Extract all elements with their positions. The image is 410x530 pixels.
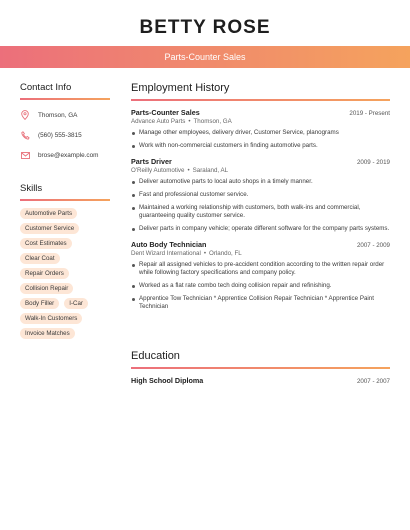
location-pin-icon (20, 110, 30, 120)
education-dates: 2007 - 2007 (356, 378, 390, 385)
job-company: O'Reilly Automotive (131, 167, 185, 174)
skill-chip: I-Car (64, 298, 88, 309)
candidate-name: BETTY ROSE (139, 17, 271, 38)
job-bullet: Work with non-commercial customers in finding automotive parts. (139, 142, 390, 150)
job-entry (131, 157, 390, 233)
job-bullet: Manage other employees, delivery driver, Customer Service, planograms (139, 129, 390, 137)
sidebar (20, 82, 110, 343)
job-company: Dent Wizard International (131, 250, 201, 257)
skill-chip: Cost Estimates (20, 238, 72, 249)
separator-dot: • (203, 250, 206, 257)
skill-chip: Walk-In Customers (20, 313, 82, 324)
job-bullet: Worked as a flat rate combo tech doing collision repair and refinishing. (139, 282, 390, 290)
skills-list (20, 208, 110, 343)
job-bullet: Deliver parts in company vehicle; operate different software for the company parts systems. (139, 225, 390, 232)
contact-list (20, 105, 110, 165)
job-dates: 2007 - 2009 (356, 242, 390, 249)
job-location: Thomson, GA (193, 118, 232, 125)
contact-email (20, 145, 110, 165)
job-bullet: Deliver automotive parts to local auto shops in a timely manner. (139, 178, 390, 186)
job-bullets (131, 129, 390, 150)
employment-divider (131, 99, 390, 101)
skill-chip: Repair Orders (20, 268, 69, 279)
job-bullet: Maintained a working relationship with customers, both walk-ins and commercial, guaranteeing quality customer service. (139, 204, 390, 220)
job-company: Advance Auto Parts (131, 118, 186, 125)
job-dates: 2009 - 2019 (356, 159, 390, 166)
separator-dot: • (187, 167, 190, 174)
job-location: Saraland, AL (192, 167, 229, 174)
job-entry (131, 108, 390, 150)
job-bullets (131, 261, 390, 311)
skill-chip: Invoice Matches (20, 328, 75, 339)
skill-chip: Customer Service (20, 223, 79, 234)
job-entry (131, 240, 390, 311)
job-employer (131, 167, 390, 174)
skills-heading: Skills (20, 183, 43, 194)
job-bullet: Apprentice Tow Technician * Apprentice Collision Repair Technician * Apprentice Paint Technician (139, 295, 390, 311)
contact-location-text: Thomson, GA (38, 111, 78, 119)
title-banner (0, 46, 410, 68)
contact-divider (20, 98, 110, 100)
skill-chip: Clear Coat (20, 253, 60, 264)
contact-email-text: brose@example.com (38, 151, 99, 159)
job-title: Parts Driver (131, 157, 172, 166)
job-title: Parts-Counter Sales (131, 108, 200, 117)
contact-heading: Contact Info (20, 82, 72, 93)
education-entry (131, 376, 390, 385)
education-degree: High School Diploma (131, 376, 204, 385)
contact-phone (20, 125, 110, 145)
job-location: Orlando, FL (209, 250, 242, 257)
envelope-icon (20, 150, 30, 160)
job-employer (131, 250, 390, 257)
phone-icon (20, 130, 30, 140)
skill-chip: Body Filler (20, 298, 59, 309)
education-heading: Education (131, 350, 180, 362)
job-bullet: Fast and professional customer service. (139, 191, 390, 199)
skill-chip: Automotive Parts (20, 208, 77, 219)
job-bullet: Repair all assigned vehicles to pre-accident condition according to the written repair order while following factory specifications and company policy. (139, 261, 390, 277)
education-divider (131, 367, 390, 369)
contact-location (20, 105, 110, 125)
contact-phone-text: (560) 555-3815 (38, 131, 82, 139)
job-dates: 2019 - Present (349, 110, 390, 117)
separator-dot: • (188, 118, 191, 125)
skills-divider (20, 199, 110, 201)
job-employer (131, 118, 390, 125)
employment-section (131, 82, 390, 316)
employment-heading: Employment History (131, 82, 230, 94)
job-bullets (131, 178, 390, 233)
job-title-heading: Parts-Counter Sales (164, 52, 246, 62)
skill-chip: Collision Repair (20, 283, 73, 294)
education-section (131, 350, 390, 385)
job-title: Auto Body Technician (131, 240, 207, 249)
